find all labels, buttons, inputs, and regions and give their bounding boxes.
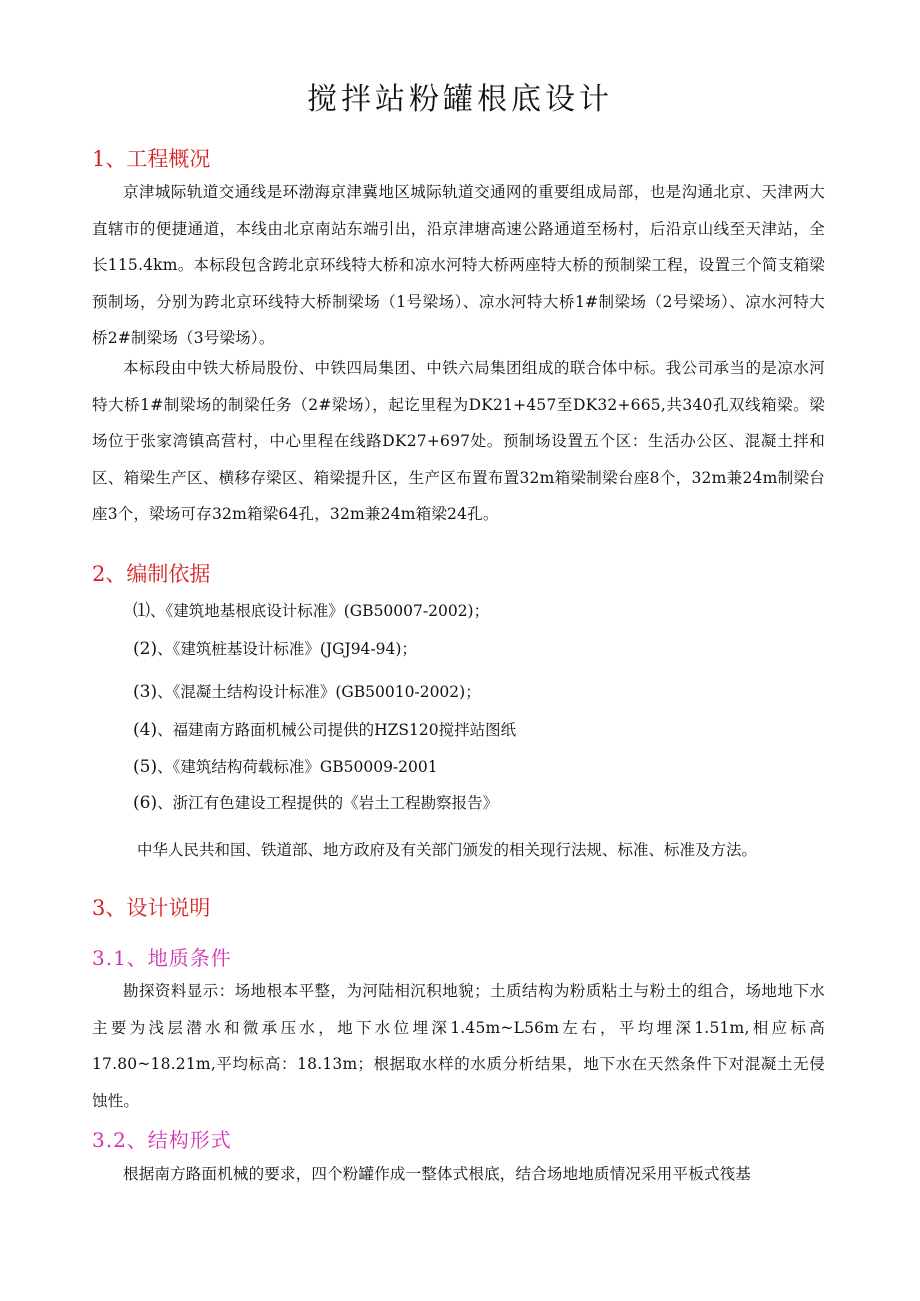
section-heading-overview: 1、工程概况 [92, 147, 211, 171]
reference-item [133, 637, 417, 659]
reference-text: 、《混凝土结构设计标准》(GB50010-2002)； [157, 683, 481, 701]
reference-item [133, 718, 516, 740]
reference-number: (2) [133, 639, 158, 659]
reference-text: 、《建筑地基根底设计标准》(GB50007-2002)； [150, 602, 490, 620]
reference-item [133, 791, 498, 813]
reference-number: (5) [133, 757, 158, 777]
reference-text: 、《建筑桩基设计标准》(JGJ94-94)； [157, 640, 417, 658]
reference-text: 、浙江有色建设工程提供的《岩土工程勘察报告》 [157, 794, 499, 812]
reference-item [133, 680, 481, 702]
document-title: 搅拌站粉罐根底设计 [307, 82, 613, 117]
subsection-heading-structure: 3.2、结构形式 [92, 1128, 232, 1152]
closing-statement: 中华人民共和国、铁道部、地方政府及有关部门颁发的相关现行法规、标准、标准及方法。 [137, 841, 758, 859]
reference-number: (6) [133, 793, 158, 813]
paragraph-geology: 勘探资料显示：场地根本平整，为河陆相沉积地貌；土质结构为粉质粘土与粉土的组合，场地地下水主要为浅层潜水和微承压水，地下水位埋深1.45m~L56m左右，平均埋深1.51m,相应标高17.80~18.21m,平均标高：18.13m；根据取水样的水质分析结果，地下水在天然条件下对混凝土无侵蚀性。 [92, 982, 825, 1110]
reference-number: (3) [133, 682, 158, 702]
reference-item [133, 755, 438, 777]
subsection-heading-geology: 3.1、地质条件 [92, 946, 232, 970]
reference-number: ⑴ [133, 601, 150, 621]
reference-number: (4) [133, 720, 158, 740]
paragraph-structure: 根据南方路面机械的要求，四个粉罐作成一整体式根底，结合场地地质情况采用平板式筏基 [123, 1165, 752, 1183]
reference-text: 、福建南方路面机械公司提供的HZS120搅拌站图纸 [157, 721, 517, 739]
paragraph-project-overview: 京津城际轨道交通线是环渤海京津冀地区城际轨道交通网的重要组成局部，也是沟通北京、天津两大直辖市的便捷通道，本线由北京南站东端引出，沿京津塘高速公路通道至杨村，后沿京山线至天津站，全长115.4km。本标段包含跨北京环线特大桥和凉水河特大桥两座特大桥的预制梁工程，设置三个简支箱梁预制场，分别为跨北京环线特大桥制梁场（1号梁场）、凉水河特大桥1#制梁场（2号梁场）、凉水河特大桥2#制梁场（3号梁场）。 [92, 183, 825, 347]
section-heading-basis: 2、编制依据 [92, 562, 211, 586]
paragraph-contract-scope: 本标段由中铁大桥局股份、中铁四局集团、中铁六局集团组成的联合体中标。我公司承当的是凉水河特大桥1#制梁场的制梁任务（2#梁场），起讫里程为DK21+457至DK32+665,共340孔双线箱梁。梁场位于张家湾镇高营村，中心里程在线路DK27+697处。预制场设置五个区：生活办公区、混凝土拌和区、箱梁生产区、横移存梁区、箱梁提升区，生产区布置布置32m箱梁制梁台座8个，32m兼24m制梁台座3个，梁场可存32m箱梁64孔，32m兼24m箱梁24孔。 [92, 359, 825, 523]
reference-text: 、《建筑结构荷载标准》GB50009-2001 [157, 758, 438, 776]
section-heading-design: 3、设计说明 [92, 896, 211, 920]
reference-item [133, 596, 489, 621]
